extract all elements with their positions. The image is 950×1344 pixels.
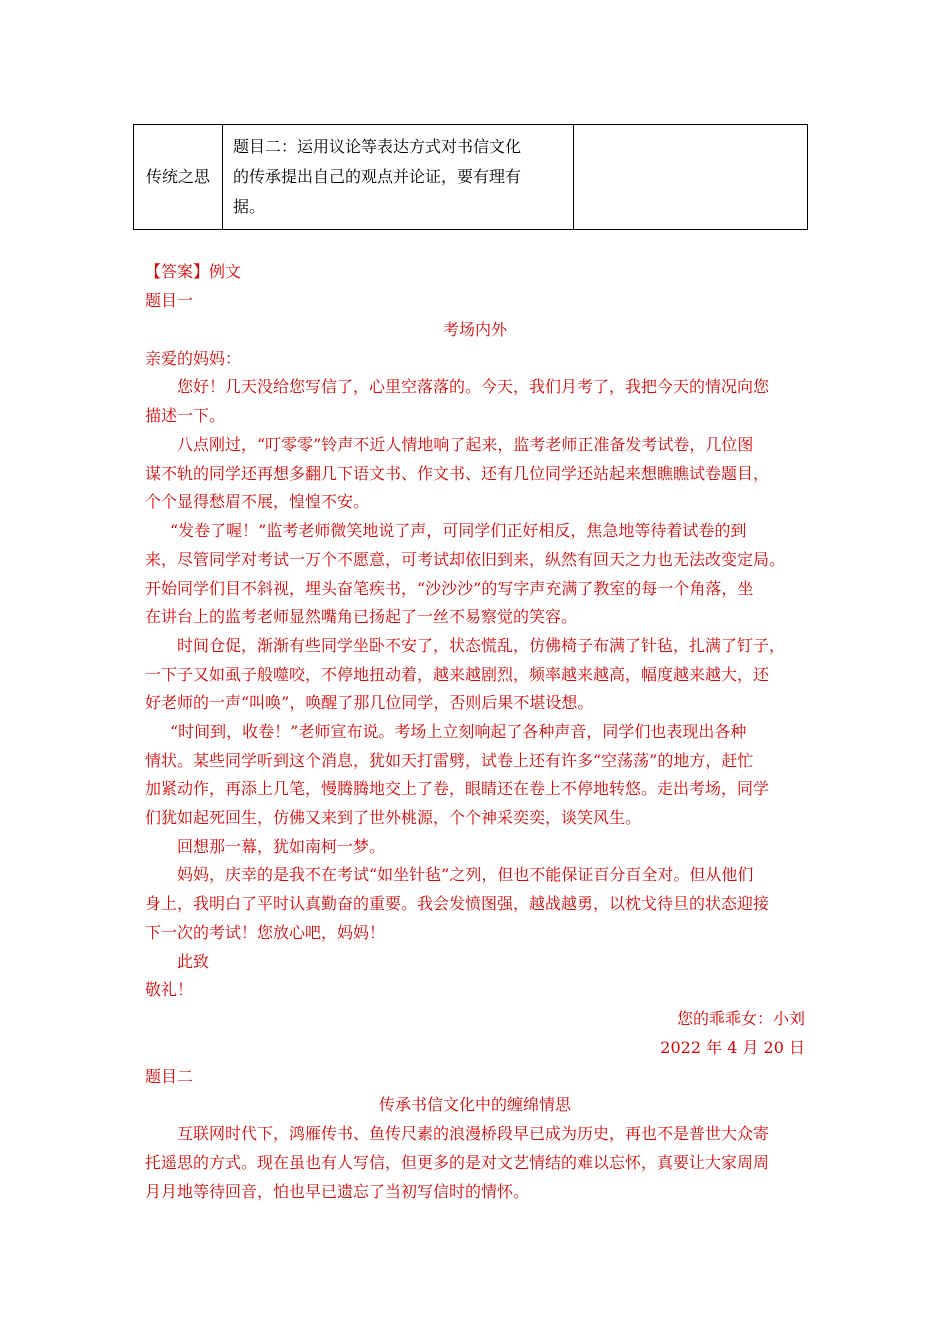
essay1-line: 描述一下。: [145, 406, 226, 425]
essay1-signature: 您的乖乖女：小刘: [676, 1009, 805, 1028]
essay1-salutation: 亲爱的妈妈：: [145, 349, 242, 368]
essay1-line: 好老师的一声“叫唤”，唤醒了那几位同学，否则后果不堪设想。: [145, 693, 594, 712]
answer-bracket: 【答案】: [145, 262, 210, 281]
essay2-line: 互联网时代下，鸿雁传书、鱼传尺素的浪漫桥段早已成为历史，再也不是普世大众寄: [177, 1124, 770, 1143]
essay1-line: 来，尽管同学对考试一万个不愿意，可考试却依旧到来，纵然有回天之力也无法改变定局。: [145, 550, 786, 569]
essay1-line: “发卷了喔！”监考老师微笑地说了声，可同学们正好相反，焦急地等待着试卷的到: [170, 521, 747, 540]
essay1-line: 妈妈，庆幸的是我不在考试“如坐针毡”之列，但也不能保证百分百全对。但从他们: [177, 865, 754, 884]
prompt-line: 据。: [233, 197, 266, 216]
essay1-line: 谋不轨的同学还再想多翻几下语文书、作文书、还有几位同学还站起来想瞧瞧试卷题目，: [145, 464, 770, 483]
essay1-line: 身上，我明白了平时认真勤奋的重要。我会发愤图强，越战越勇，以枕戈待旦的状态迎接: [145, 894, 770, 913]
essay1-line: 个个显得愁眉不展，惶惶不安。: [145, 492, 370, 511]
essay2-heading: 题目二: [145, 1067, 194, 1086]
essay1-line: “时间到，收卷！”老师宣布说。考场上立刻响起了各种声音，同学们也表现出各种: [170, 722, 747, 741]
empty-answer-cell: [574, 125, 808, 230]
question-table: [133, 124, 808, 230]
essay2-line: 托遥思的方式。现在虽也有人写信，但更多的是对文艺情结的难以忘怀，真要让大家周周: [145, 1153, 770, 1172]
essay1-title: 考场内外: [442, 320, 507, 339]
essay1-line: 下一次的考试！您放心吧，妈妈！: [145, 923, 386, 942]
essay1-line: 开始同学们目不斜视，埋头奋笔疾书，“沙沙沙”的写字声充满了教室的每一个角落，坐: [145, 579, 754, 598]
essay2-line: 月月地等待回音，怕也早已遗忘了当初写信时的情怀。: [145, 1182, 530, 1201]
essay1-line: 在讲台上的监考老师显然嘴角已扬起了一丝不易察觉的笑容。: [145, 607, 578, 626]
essay1-line: 情状。某些同学听到这个消息，犹如天打雷劈，试卷上还有许多“空荡荡”的地方，赶忙: [145, 751, 754, 770]
essay1-closing: 敬礼！: [145, 980, 194, 999]
essay1-closing: 此致: [177, 952, 210, 971]
answer-label: [145, 260, 241, 284]
row-label-cell: 传统之思: [134, 125, 223, 230]
prompt-line: 题目二：运用议论等表达方式对书信文化: [233, 137, 522, 156]
essay2-title: 传承书信文化中的缠绵情思: [378, 1095, 571, 1114]
answer-suffix: 例文: [209, 262, 242, 281]
essay1-date: 2022 年 4 月 20 日: [660, 1038, 805, 1057]
essay1-line: 回想那一幕，犹如南柯一梦。: [177, 837, 386, 856]
essay1-line: 您好！几天没给您写信了，心里空落落的。今天，我们月考了，我把今天的情况向您: [177, 377, 770, 396]
table-row: [134, 125, 808, 230]
essay1-line: 八点刚过，“叮零零”铃声不近人情地响了起来，监考老师正准备发考试卷，几位图: [177, 435, 754, 454]
prompt-cell: [223, 125, 574, 230]
essay1-line: 一下子又如虱子般噬咬，不停地扭动着，越来越剧烈，频率越来越高，幅度越来越大，还: [145, 665, 770, 684]
prompt-line: 的传承提出自己的观点并论证，要有理有: [233, 167, 522, 186]
essay1-line: 加紧动作，再添上几笔，慢腾腾地交上了卷，眼睛还在卷上不停地转悠。走出考场，同学: [145, 779, 770, 798]
essay1-line: 们犹如起死回生，仿佛又来到了世外桃源，个个神采奕奕，谈笑风生。: [145, 808, 642, 827]
essay1-heading: 题目一: [145, 291, 194, 310]
essay1-line: 时间仓促，渐渐有些同学坐卧不安了，状态慌乱，仿佛椅子布满了针毡，扎满了钉子，: [177, 636, 786, 655]
